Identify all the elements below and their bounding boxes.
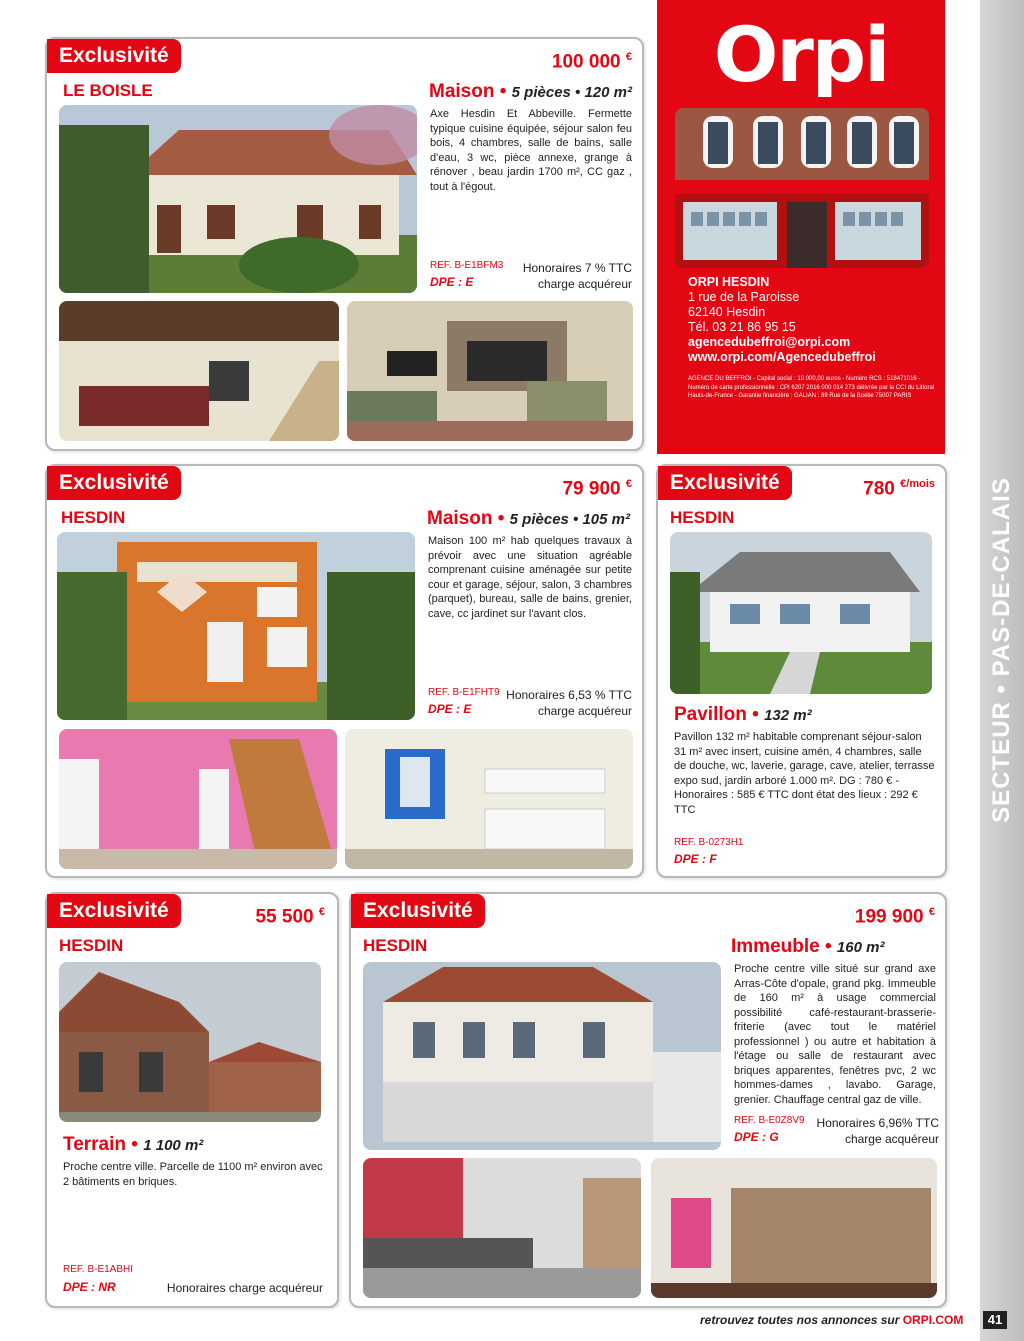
agency-legal: AGENCE DU BEFFROI - Capital social : 10 000,00 euros - Numéro RCS : 518471016 - Numéro de carte professionnelle : CPI 6207 2016 000 014 273 délivrée par la CCI du Littoral Hauts-de-France - Garantie financière : GALIAN : 89 Rue de la Boétie 75007 PARIS	[688, 376, 935, 399]
listing-dpe: DPE : E	[428, 702, 472, 716]
listing-price: 199 900 €	[854, 906, 935, 928]
listing-price: 100 000 €	[551, 51, 632, 73]
page-number: 41	[983, 1311, 1007, 1329]
listing-fees: Honoraires 7 % TTC charge acquéreur	[522, 261, 632, 291]
exclusive-badge: Exclusivité	[658, 466, 792, 500]
listing-photo-main	[59, 105, 417, 293]
agency-phone[interactable]: Tél. 03 21 86 95 15	[688, 320, 796, 334]
listing-photo-main	[363, 962, 721, 1150]
listing-location: HESDIN	[363, 936, 428, 955]
listing-ref: REF. B-E0Z8V9	[734, 1115, 805, 1126]
listing-type: Immeuble • 160 m²	[731, 936, 885, 957]
agency-address-2: 62140 Hesdin	[688, 305, 766, 319]
listing-type: Pavillon • 132 m²	[674, 704, 812, 725]
listing-type: Maison • 5 pièces • 120 m²	[429, 81, 632, 102]
listing-price: 780 $^{€/mois}$	[863, 478, 935, 500]
listing-photo-main	[670, 532, 932, 694]
sidebar-label: SECTEUR • PAS-DE-CALAIS	[988, 477, 1015, 823]
footer-text: retrouvez toutes nos annonces sur ORPI.COM	[700, 1313, 964, 1327]
exclusive-badge: Exclusivité	[47, 466, 181, 500]
listing-card-hesdin-pavillon[interactable]	[656, 464, 947, 878]
listing-photo-dining	[59, 301, 339, 441]
listing-photo-main	[57, 532, 415, 720]
agency-website[interactable]: www.orpi.com/Agencedubeffroi	[688, 350, 876, 364]
listing-photo-main	[59, 962, 321, 1122]
listing-dpe: DPE : G	[734, 1130, 779, 1144]
listing-photo-kitchen	[345, 729, 633, 869]
exclusive-badge: Exclusivité	[47, 39, 181, 73]
listing-photo-room	[651, 1158, 937, 1298]
listing-card-le-boisle[interactable]	[45, 37, 644, 451]
listing-dpe: DPE : NR	[63, 1280, 116, 1294]
listing-description: Proche centre ville situé sur grand axe Arras-Côte d'opale, grand pkg. Immeuble de 160 m² à usage commercial possibilité café-restaurant-brasserie-friterie (avec tout le matériel professionnel ) ou autre et habitation à l'étage ou salle de restaurant avec briques apparentes, fenêtres pvc, 2 wc hommes-dames , lavabo. Garage, grenier. Chauffage central gaz de ville.	[734, 963, 936, 1106]
listing-type: Terrain • 1 100 m²	[63, 1134, 204, 1155]
listing-photo-staircase	[59, 729, 337, 869]
footer-brand-link[interactable]: ORPI.COM	[902, 1313, 964, 1327]
listing-description: Maison 100 m² hab quelques travaux à prévoir avec une situation agréable comprenant cuisine aménagée sur petite cour et garage, séjour, salon, 3 chambres (parquet), bureau, salle de bains, grenier, cave, cc jardinet sur l'avant clos.	[428, 535, 632, 620]
listing-dpe: DPE : F	[674, 852, 717, 866]
listing-card-hesdin-terrain[interactable]	[45, 892, 339, 1308]
orpi-logo: Orpi	[713, 10, 889, 99]
agency-name: ORPI HESDIN	[688, 275, 770, 289]
listing-location: LE BOISLE	[63, 81, 153, 100]
exclusive-badge: Exclusivité	[47, 894, 181, 928]
agency-panel	[657, 0, 945, 454]
listing-card-hesdin-immeuble[interactable]	[349, 892, 947, 1308]
listing-photo-living	[347, 301, 633, 441]
listing-card-hesdin-maison[interactable]	[45, 464, 644, 878]
listing-ref: REF. B-0273H1	[674, 837, 744, 848]
listing-price: 79 900 €	[562, 478, 632, 500]
agency-email[interactable]: agencedubeffroi@orpi.com	[688, 335, 851, 349]
listing-fees: Honoraires charge acquéreur	[166, 1281, 323, 1295]
exclusive-badge: Exclusivité	[351, 894, 485, 928]
listing-ref: REF. B-E1FHT9	[428, 687, 500, 698]
listing-dpe: DPE : E	[430, 275, 474, 289]
listing-fees: Honoraires 6,53 % TTC charge acquéreur	[506, 688, 632, 718]
listing-description: Pavillon 132 m² habitable comprenant séjour-salon 31 m² avec insert, cuisine amén, 4 chambres, salle de douche, wc, laverie, garage, cave, atelier, terrasse expo sud, jardin arboré 1.000 m². DG : 780 € - Honoraires : 585 € TTC dont état des lieux : 292 € TTC	[674, 731, 935, 816]
listing-fees: Honoraires 6,96% TTC charge acquéreur	[816, 1116, 939, 1146]
listing-ref: REF. B-E1BFM3	[430, 260, 504, 271]
listing-description: Proche centre ville. Parcelle de 1100 m² environ avec 2 bâtiments en briques.	[63, 1161, 323, 1188]
agency-contact	[688, 275, 876, 365]
agency-address-1: 1 rue de la Paroisse	[688, 290, 800, 304]
listing-type: Maison • 5 pièces • 105 m²	[427, 508, 630, 529]
listing-location: HESDIN	[61, 508, 126, 527]
listing-price: 55 500 €	[255, 906, 325, 928]
listing-location: HESDIN	[670, 508, 735, 527]
listing-ref: REF. B-E1ABHI	[63, 1264, 134, 1275]
listing-location: HESDIN	[59, 936, 124, 955]
listing-photo-bar	[363, 1158, 641, 1298]
agency-storefront-photo	[675, 108, 929, 268]
listing-description: Axe Hesdin Et Abbeville. Fermette typique cuisine équipée, séjour salon feu bois, 4 chambres, salle de bains, salle d'eau, 3 wc, pièce annexe, grange à rénover , beau jardin 1700 m², CC gaz , tout à l'égout.	[430, 108, 632, 193]
